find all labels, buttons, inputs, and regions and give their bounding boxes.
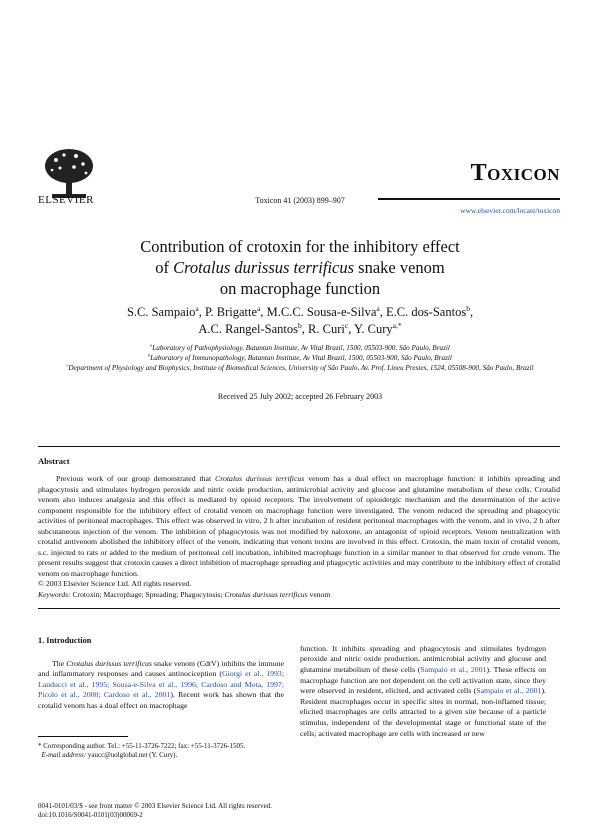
intro-citation-link[interactable]: Giorgi et al., 1993; Landucci et al., 1995; Sousa-e-Silva et al., 1996; Cardoso and Mota, 1997; Picolo et al., 2000; Cardoso et al., 2001 bbox=[38, 669, 284, 700]
keywords bbox=[38, 590, 560, 599]
column-left bbox=[38, 636, 284, 712]
footnote-rule bbox=[38, 736, 128, 737]
email-line bbox=[38, 751, 284, 760]
affiliation-c bbox=[60, 363, 540, 373]
page-footer bbox=[38, 802, 560, 820]
title-line-2-post: snake venom bbox=[354, 258, 445, 277]
introduction-paragraph bbox=[38, 659, 284, 712]
journal-url-link[interactable]: www.elsevier.com/locate/toxicon bbox=[460, 206, 560, 215]
title-line-1: Contribution of crotoxin for the inhibitory effect bbox=[140, 237, 460, 256]
affiliation-b-text: Laboratory of Immunopathology, Butantan Institute, Av Vital Brazil, 1500, 05503-900, São Paulo, Brazil bbox=[150, 354, 452, 362]
header-rule bbox=[378, 198, 560, 200]
journal-title: Toxicon bbox=[470, 160, 560, 186]
keywords-tail: venom bbox=[307, 590, 331, 599]
email-address[interactable]: yaucc@uolglobal.net (Y. Cury). bbox=[86, 751, 178, 759]
author-4-sup: b bbox=[466, 303, 470, 313]
author-6: R. Curi bbox=[308, 322, 345, 336]
abstract-text bbox=[38, 474, 560, 590]
title-line-2-pre: of bbox=[155, 258, 174, 277]
keywords-label: Keywords: bbox=[38, 590, 71, 599]
intro-text-a: The bbox=[52, 658, 67, 668]
affiliation-a-sup: a bbox=[150, 342, 153, 348]
intro-text-b: snake venom (CdtV) inhibits the immune and inflammatory responses and causes antinociception ( bbox=[38, 658, 284, 679]
title-species: Crotalus durissus terrificus bbox=[173, 258, 355, 277]
author-line-1: S.C. Sampaio$^a$, P. Brigatte$^a$, M.C.C. Sousa-e-Silva$^a$, E.C. dos-Santos$^b$, bbox=[126, 303, 474, 319]
affiliation-a bbox=[60, 343, 540, 353]
author-list bbox=[60, 304, 540, 338]
keywords-species: Crotalus durissus terrificus bbox=[224, 590, 308, 599]
email-label: E-mail address: bbox=[41, 751, 87, 759]
doi-line: doi:10.1016/S0041-0101(03)00069-2 bbox=[38, 811, 143, 819]
keywords-plain: Crotoxin; Macrophage; Spreading; Phagocytosis; bbox=[70, 590, 225, 599]
publisher-name: ELSEVIER bbox=[38, 194, 94, 206]
author-1: S.C. Sampaio bbox=[126, 305, 196, 319]
right-text-1: function. It inhibits spreading and phagocytosis and stimulates hydrogen peroxide and nitric oxide production, antimicrobial activity and glucose and glutamine metabolism of these cells ( bbox=[300, 643, 546, 674]
author-2: P. Brigatte bbox=[204, 305, 258, 319]
affiliation-b-sup: b bbox=[148, 352, 151, 358]
received-dates: Received 25 July 2002; accepted 26 February 2003 bbox=[217, 392, 383, 401]
affiliations bbox=[60, 343, 540, 373]
intro-species: Crotalus durissus terrificus bbox=[66, 658, 152, 668]
affiliation-c-text: Department of Physiology and Biophysics, Institute of Biomedical Sciences, University of São Paulo, Av. Prof. Lineu Prestes, 1524, 05508-900, São Paulo, Brazil bbox=[68, 364, 534, 372]
author-line-2: A.C. Rangel-Santos$^b$, R. Curi$^c$, Y. Cury$^{a,*}$ bbox=[198, 320, 402, 336]
abstract-heading: Abstract bbox=[38, 456, 70, 466]
right-text-2: ). These effects on macrophage function are not dependent on the cell activation state, since they were observed in resident, elicited, and activated cells ( bbox=[300, 664, 546, 696]
article-title bbox=[60, 236, 540, 299]
affiliation-b bbox=[60, 353, 540, 363]
title-line-2 bbox=[60, 257, 540, 278]
author-5-sup: b bbox=[298, 320, 302, 330]
affiliation-a-text: Laboratory of Pathophysiology, Butantan Institute, Av Vital Brazil, 1500, 05503-900, São Paulo, Brazil bbox=[152, 344, 450, 352]
footnote bbox=[38, 742, 284, 760]
front-matter-line: 0041-0101/03/$ - see front matter © 2003 Elsevier Science Ltd. All rights reserved. bbox=[38, 802, 272, 810]
journal-citation: Toxicon 41 (2003) 899–907 bbox=[255, 196, 345, 205]
author-3: M.C.C. Sousa-e-Silva bbox=[266, 305, 377, 319]
author-6-sup: c bbox=[344, 320, 349, 330]
right-citation-link-1[interactable]: Sampaio et al., 2001 bbox=[420, 664, 487, 674]
abstract-top-rule bbox=[38, 446, 560, 447]
author-5: A.C. Rangel-Santos bbox=[198, 322, 299, 336]
affiliation-c-sup: c bbox=[66, 362, 69, 368]
title-line-3: on macrophage function bbox=[219, 279, 381, 298]
abstract-part-2: venom has a dual effect on macrophage function: it inhibits spreading and phagocytosis and stimulates hydrogen peroxide and nitric oxide production, antimicrobial activity and glucose and glutamine metabolism of these cells. Crotalid venom also induces analgesia and this effect is mediated by opioid receptors. The involvement of opioidergic mechanism and the determination of the active component responsible for the inhibitory effect of crotalid venom on macrophage function were investigated. The venom reduced the spreading and phagocytic activities of peritoneal macrophages. This effect was observed in vitro, 2 h after incubation of resident peritoneal macrophages with the venom, and in vivo, 2 h after subcutaneous injection of the venom. The inhibition of phagocytosis was not modified by naloxone, an antagonist of opioid receptors. Venom neutralization with crotalid antivenom abolished the inhibitory effect of the venom, indicating that venom toxins are involved in this effect. Crotoxin, the main toxin of crotalid venom, s.c. injected to rats or added to the medium of peritoneal cell incubation, inhibited macrophage function in a similar manner to that observed for crude venom. The present results suggest that crotoxin causes a direct inhibition of macrophage spreading and phagocytic activities and may contribute to the inhibitory effect of crotalid venom on macrophage function. bbox=[38, 474, 560, 578]
author-3-sup: a bbox=[376, 303, 380, 313]
abstract-part-1: Previous work of our group demonstrated that bbox=[56, 474, 216, 483]
corresponding-author: * Corresponding author. Tel.: +55-11-3726-7222; fax: +55-11-3726-1505. bbox=[38, 742, 246, 750]
author-4: E.C. dos-Santos bbox=[385, 305, 467, 319]
author-1-sup: a bbox=[195, 303, 199, 313]
author-7: Y. Cury bbox=[353, 322, 393, 336]
author-2-sup: a bbox=[257, 303, 261, 313]
introduction-heading: 1. Introduction bbox=[38, 636, 92, 645]
abstract-species: Crotalus durissus terrificus bbox=[215, 474, 305, 483]
right-text-3: ). Resident macrophages occur in specific sites in normal, non-inflamed tissue; elicited macrophages are cells attracted to a given site because of a particle stimulus, independent of the developmental stage or functional state of the cells; activated macrophage are cells with increased or new bbox=[300, 686, 546, 738]
right-column-paragraph bbox=[300, 644, 546, 739]
column-right bbox=[300, 636, 546, 747]
abstract-bottom-rule bbox=[38, 608, 560, 609]
author-7-sup: a,* bbox=[392, 320, 402, 330]
right-citation-link-2[interactable]: Sampaio et al., 2001 bbox=[476, 686, 542, 696]
intro-text-c: ). Recent work has shown that the crotalid venom has a dual effect on macrophage bbox=[38, 690, 284, 710]
abstract-copyright: © 2003 Elsevier Science Ltd. All rights reserved. bbox=[38, 579, 192, 588]
